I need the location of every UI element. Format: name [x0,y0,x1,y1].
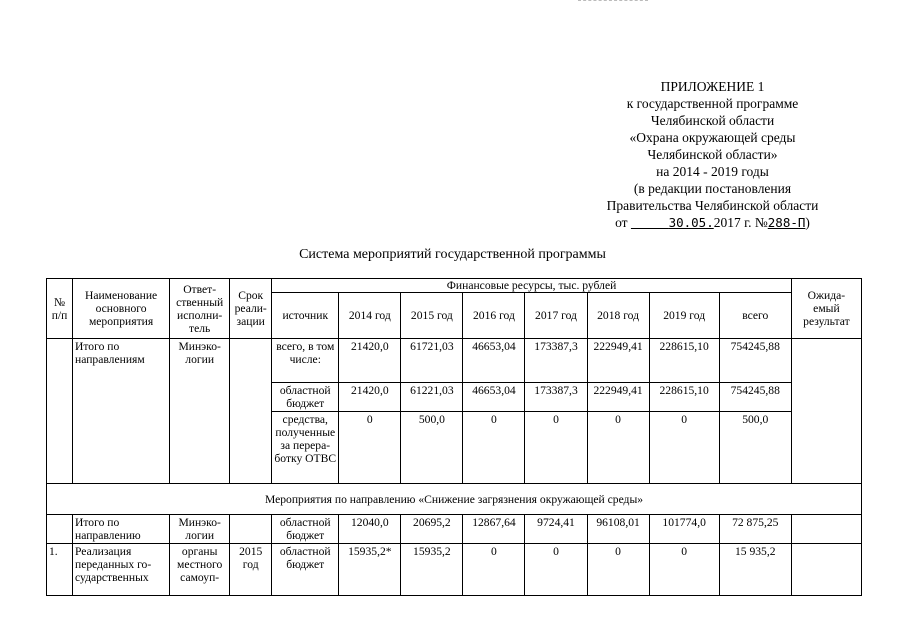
value-2017: 173387,3 [525,339,587,383]
row-executor: Минэко- логии [170,339,230,484]
header-year-2018: 2018 год [587,293,649,339]
value-total: 754245,88 [719,383,791,412]
value-total: 500,0 [719,412,791,484]
value-2018: 0 [587,544,649,596]
row-num [47,339,73,484]
header-term: Срок реали- зации [230,279,272,339]
value-2019: 0 [649,412,719,484]
row-name: Реализация переданных го- сударственных [73,544,170,596]
date-year: 2017 г. [713,215,752,230]
document-title: Система мероприятий государственной программы [299,247,606,262]
row-result [791,339,861,484]
value-2015: 61721,03 [401,339,463,383]
header-year-2014: 2014 год [339,293,401,339]
value-2015: 20695,2 [401,515,463,544]
header-result: Ожида- емый результат [791,279,861,339]
appendix-line: Правительства Челябинской области [606,198,819,213]
row-result [791,515,861,544]
table-row [47,339,862,383]
value-2017: 0 [525,412,587,484]
number-sign: № [754,215,768,230]
value-2019: 101774,0 [649,515,719,544]
header-executor: Ответ- ственный исполни- тель [170,279,230,339]
value-total: 754245,88 [719,339,791,383]
value-2015: 15935,2 [401,544,463,596]
table-row [47,515,862,544]
row-source: всего, в том числе: [272,339,339,383]
row-source: областной бюджет [272,544,339,596]
value-2018: 222949,41 [587,339,649,383]
header-finance: Финансовые ресурсы, тыс. рублей [272,279,792,293]
row-source: областной бюджет [272,383,339,412]
header-year-2017: 2017 год [525,293,587,339]
value-2014: 12040,0 [339,515,401,544]
appendix-header [585,78,840,231]
appendix-line: Челябинской области [650,113,775,128]
value-2016: 12867,64 [463,515,525,544]
appendix-line: (в редакции постановления [633,181,792,196]
value-2014: 0 [339,412,401,484]
header-year-2015: 2015 год [401,293,463,339]
table-row [47,544,862,596]
value-2019: 228615,10 [649,383,719,412]
value-2017: 0 [525,544,587,596]
value-2014: 21420,0 [339,339,401,383]
section-row [47,484,862,515]
header-row-1 [47,279,862,293]
row-term [230,515,272,544]
header-name: Наименование основного мероприятия [73,279,170,339]
value-2016: 0 [463,544,525,596]
value-2018: 0 [587,412,649,484]
header-total: всего [719,293,791,339]
value-2019: 228615,10 [649,339,719,383]
value-2016: 46653,04 [463,383,525,412]
row-name: Итого по направлению [73,515,170,544]
value-2018: 96108,01 [587,515,649,544]
appendix-line: Челябинской области» [647,147,778,162]
appendix-line: ПРИЛОЖЕНИЕ 1 [660,79,765,94]
row-num: 1. [47,544,73,596]
header-source: источник [272,293,339,339]
row-result [791,544,861,596]
date-prefix: от [615,215,628,230]
appendix-line: «Охрана окружающей среды [629,130,796,145]
value-2014: 21420,0 [339,383,401,412]
row-term: 2015 год [230,544,272,596]
row-term [230,339,272,484]
value-2014: 15935,2* [339,544,401,596]
value-2019: 0 [649,544,719,596]
section-title: Мероприятия по направлению «Снижение загрязнения окружающей среды» [47,484,862,515]
header-year-2019: 2019 год [649,293,719,339]
row-source: средства, полученные за перера- ботку ОТВС [272,412,339,484]
header-year-2016: 2016 год [463,293,525,339]
scan-edge-mark [578,0,648,2]
row-name: Итого по направлениям [73,339,170,484]
value-2016: 46653,04 [463,339,525,383]
value-2018: 222949,41 [587,383,649,412]
appendix-line: к государственной программе [626,96,799,111]
value-total: 72 875,25 [719,515,791,544]
header-num: № п/п [47,279,73,339]
value-total: 15 935,2 [719,544,791,596]
value-2016: 0 [463,412,525,484]
appendix-line: на 2014 - 2019 годы [656,164,769,179]
row-source: областной бюджет [272,515,339,544]
value-2015: 500,0 [401,412,463,484]
row-executor: Минэко- логии [170,515,230,544]
number-value: 288-П [767,215,806,230]
date-value: 30.05. [668,215,714,230]
row-executor: органы местного самоуп- [170,544,230,596]
row-num [47,515,73,544]
measures-table [46,278,862,596]
value-2015: 61221,03 [401,383,463,412]
appendix-date-line: от 30.05.2017 г. №288-П) [615,215,810,230]
value-2017: 9724,41 [525,515,587,544]
value-2017: 173387,3 [525,383,587,412]
